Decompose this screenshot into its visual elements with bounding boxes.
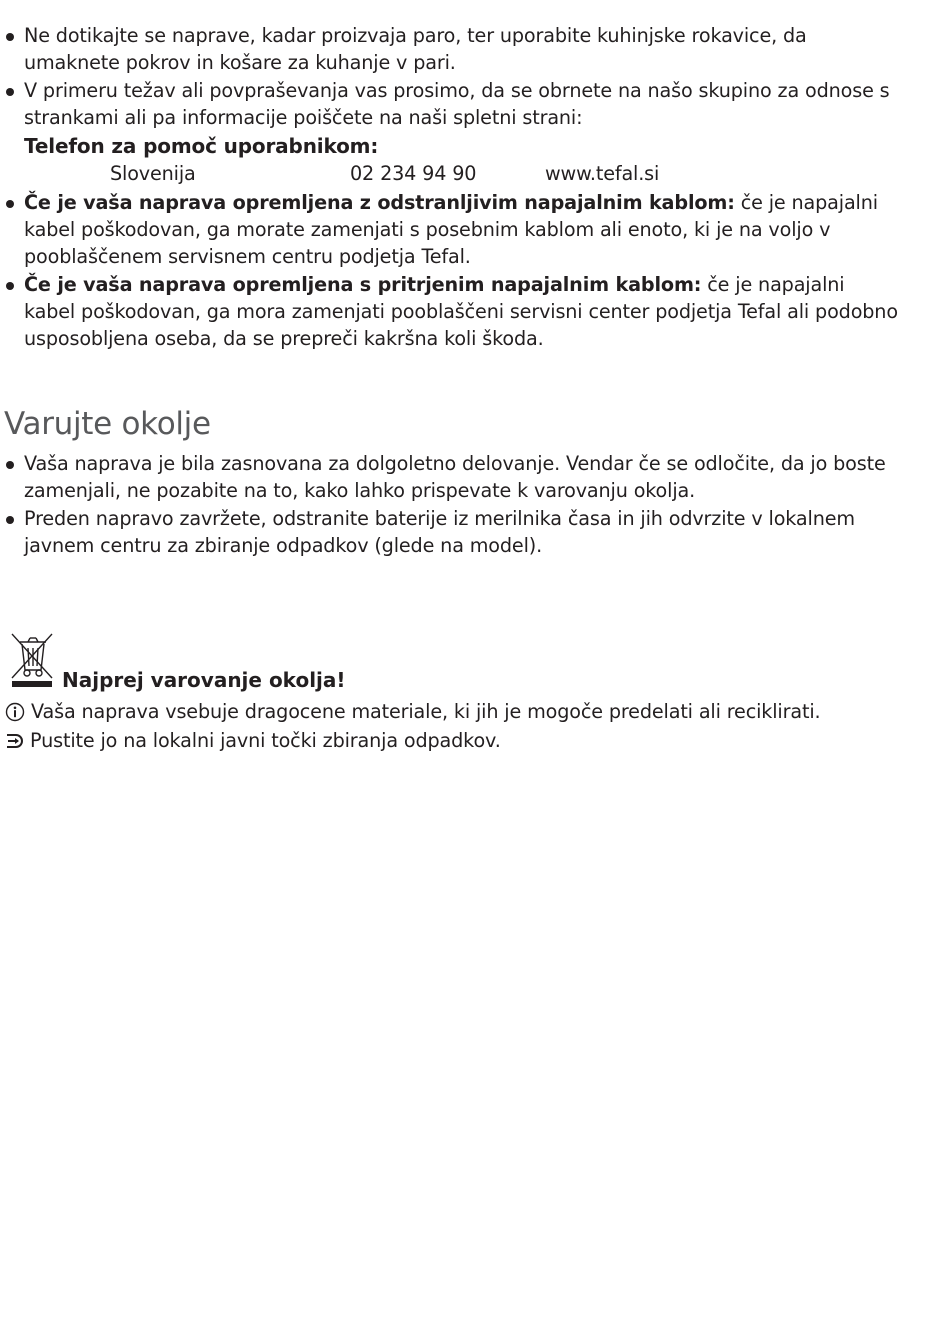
item-text: Vaša naprava je bila zasnovana za dolgoletno delovanje. Vendar če se odločite, da jo boste zamenjali, ne pozabite na to, kako lahko prispevate k varovanju okolja.	[24, 452, 886, 502]
item-text: V primeru težav ali povpraševanja vas prosimo, da se obrnete na našo skupino za odnose s strankami ali pa informacije poiščete na naši spletni strani:	[24, 79, 890, 129]
helpline-title: Telefon za pomoč uporabnikom:	[24, 134, 379, 158]
bullet-icon	[6, 33, 14, 41]
arrow-right-icon	[5, 732, 25, 750]
eco-notice-title: Najprej varovanje okolja!	[62, 668, 346, 692]
list-item	[0, 450, 900, 504]
list-item	[0, 505, 900, 559]
helpline-block	[0, 132, 900, 188]
eco-info-text: Vaša naprava vsebuje dragocene materiale, ki jih je mogoče predelati ali reciklirati.	[31, 700, 821, 723]
helpline-phone: 02 234 94 90	[350, 162, 477, 185]
helpline-row	[0, 160, 900, 188]
environment-list	[0, 450, 900, 560]
list-item	[0, 22, 900, 76]
list-item	[0, 189, 900, 270]
section-title: Varujte okolje	[4, 406, 211, 442]
weee-crossed-bin-icon	[8, 630, 56, 688]
helpline-country: Slovenija	[110, 162, 196, 185]
bullet-icon	[6, 516, 14, 524]
list-item	[0, 271, 900, 352]
bullet-icon	[6, 200, 14, 208]
info-icon	[5, 702, 25, 722]
item-text: če je napajalni kabel poškodovan, ga morate zamenjati s posebnim kablom ali enoto, ki je na voljo v pooblaščenem servisnem centru podjetja Tefal.	[24, 191, 878, 268]
bullet-icon	[6, 282, 14, 290]
helpline-website: www.tefal.si	[545, 162, 660, 185]
item-text: Ne dotikajte se naprave, kadar proizvaja paro, ter uporabite kuhinjske rokavice, da umaknete pokrov in košare za kuhanje v pari.	[24, 24, 807, 74]
item-bold-lead: Če je vaša naprava opremljena z odstranljivim napajalnim kablom:	[24, 191, 735, 214]
item-text: če je napajalni kabel poškodovan, ga mora zamenjati pooblaščeni servisni center podjetja Tefal ali podobno usposobljena oseba, da se prepreči kakršna koli škoda.	[24, 273, 898, 350]
item-text: Preden napravo zavržete, odstranite baterije iz merilnika časa in jih odvrzite v lokalnem javnem centru za zbiranje odpadkov (glede na model).	[24, 507, 855, 557]
eco-action-text: Pustite jo na lokalni javni točki zbiranja odpadkov.	[30, 729, 501, 752]
list-item	[0, 77, 900, 131]
bullet-icon	[6, 461, 14, 469]
eco-action-row	[5, 727, 501, 755]
eco-info-row	[5, 698, 820, 726]
item-bold-lead: Če je vaša naprava opremljena s pritrjenim napajalnim kablom:	[24, 273, 702, 296]
safety-list	[0, 22, 900, 353]
bullet-icon	[6, 88, 14, 96]
